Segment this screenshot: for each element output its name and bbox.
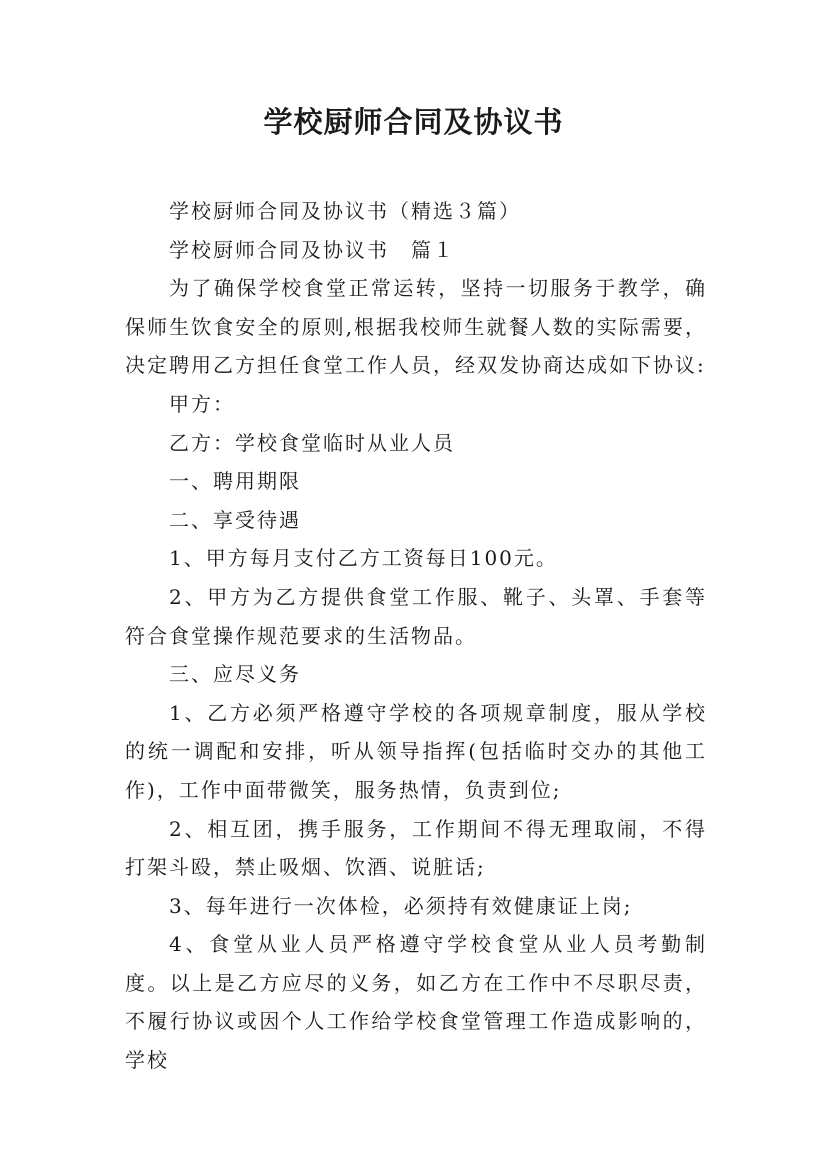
paragraph-heading-term: 一、聘用期限	[169, 469, 301, 494]
paragraph-benefit-1: 1、甲方每月支付乙方工资每日100元。	[169, 546, 558, 571]
paragraph-subtitle: 学校厨师合同及协议书（精选３篇）	[169, 199, 521, 223]
paragraph-heading-benefits: 二、享受待遇	[169, 507, 301, 532]
paragraph-duty-1: 1、乙方必须严格遵守学校的各项规章制度，服从学校的统一调配和安排，听从领导指挥(包括临时交办的其他工作)，工作中面带微笑，服务热情，负责到位;	[125, 700, 707, 802]
paragraph-party-b: 乙方：学校食堂临时从业人员	[169, 430, 455, 455]
paragraph-heading-duties: 三、应尽义务	[169, 662, 301, 687]
paragraph-duty-2: 2、相互团，携手服务，工作期间不得无理取闹，不得打架斗殴，禁止吸烟、饮酒、说脏话;	[125, 816, 707, 880]
document-body	[125, 192, 707, 1080]
paragraph-intro: 为了确保学校食堂正常运转，坚持一切服务于教学，确保师生饮食安全的原则,根据我校师生就餐人数的实际需要，决定聘用乙方担任食堂工作人员，经双发协商达成如下协议:	[125, 276, 707, 378]
paragraph-section-heading: 学校厨师合同及协议书 篇１	[169, 237, 455, 262]
document-title: 学校厨师合同及协议书	[263, 105, 564, 139]
paragraph-party-a: 甲方：	[169, 391, 235, 416]
paragraph-benefit-2: 2、甲方为乙方提供食堂工作服、靴子、头罩、手套等符合食堂操作规范要求的生活物品。	[125, 584, 707, 648]
paragraph-duty-4: 4、食堂从业人员严格遵守学校食堂从业人员考勤制度。以上是乙方应尽的义务，如乙方在工作中不尽职尽责，不履行协议或因个人工作给学校食堂管理工作造成影响的，学校	[125, 932, 707, 1073]
paragraph-duty-3: 3、每年进行一次体检，必须持有效健康证上岗;	[169, 893, 633, 918]
